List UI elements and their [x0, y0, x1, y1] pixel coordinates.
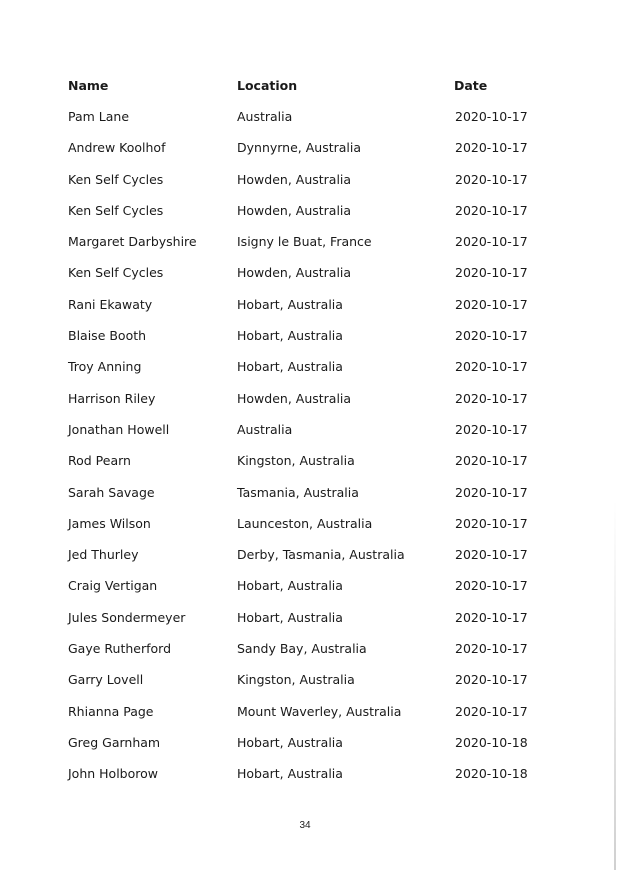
cell-date: 2020-10-17	[455, 641, 528, 657]
cell-location: Howden, Australia	[237, 265, 352, 281]
cell-location: Hobart, Australia	[237, 296, 343, 312]
table-row	[0, 202, 622, 233]
cell-name: Sarah Savage	[68, 484, 155, 500]
cell-date: 2020-10-17	[455, 265, 528, 281]
header-name: Name	[68, 78, 109, 93]
cell-date: 2020-10-17	[455, 672, 528, 688]
cell-location: Launceston, Australia	[237, 515, 373, 531]
cell-location: Tasmania, Australia	[237, 484, 359, 500]
cell-location: Howden, Australia	[237, 202, 352, 218]
cell-date: 2020-10-17	[455, 109, 528, 124]
cell-location: Australia	[237, 421, 293, 437]
cell-name: Rod Pearn	[68, 453, 131, 469]
cell-location: Derby, Tasmania, Australia	[237, 547, 405, 563]
cell-date: 2020-10-17	[455, 515, 528, 531]
cell-name: Craig Vertigan	[68, 578, 158, 594]
cell-location: Dynnyrne, Australia	[237, 140, 362, 156]
table-row	[0, 171, 622, 202]
cell-name: Margaret Darbyshire	[68, 234, 197, 250]
cell-name: Ken Self Cycles	[68, 265, 164, 281]
table-header	[0, 78, 622, 98]
cell-name: Harrison Riley	[68, 390, 156, 406]
cell-date: 2020-10-17	[455, 359, 528, 375]
cell-location: Kingston, Australia	[237, 672, 355, 688]
table-row	[0, 139, 622, 170]
cell-date: 2020-10-17	[455, 234, 528, 250]
cell-location: Hobart, Australia	[237, 766, 343, 782]
cell-name: Gaye Rutherford	[68, 641, 172, 657]
cell-date: 2020-10-17	[455, 390, 528, 406]
cell-date: 2020-10-17	[455, 547, 528, 563]
cell-location: Australia	[237, 109, 293, 124]
cell-date: 2020-10-17	[455, 171, 528, 187]
cell-name: Ken Self Cycles	[68, 171, 164, 187]
table-row	[0, 327, 622, 358]
header-location: Location	[237, 78, 298, 93]
table-row	[0, 515, 622, 546]
table-row	[0, 640, 622, 671]
header-date: Date	[454, 78, 488, 93]
cell-date: 2020-10-17	[455, 578, 528, 594]
cell-date: 2020-10-17	[455, 484, 528, 500]
cell-location: Hobart, Australia	[237, 609, 343, 625]
table-row	[0, 703, 622, 734]
table-row	[0, 577, 622, 608]
table-row	[0, 264, 622, 295]
cell-location: Isigny le Buat, France	[237, 234, 372, 250]
cell-name: Blaise Booth	[68, 328, 147, 344]
cell-name: Ken Self Cycles	[68, 202, 164, 218]
cell-location: Hobart, Australia	[237, 328, 343, 344]
cell-name: James Wilson	[68, 515, 151, 531]
cell-name: Jonathan Howell	[68, 421, 170, 437]
cell-location: Kingston, Australia	[237, 453, 355, 469]
table-row	[0, 671, 622, 702]
table-row	[0, 233, 622, 264]
cell-name: Rhianna Page	[68, 703, 154, 719]
cell-name: Troy Anning	[68, 359, 142, 375]
table-row	[0, 765, 622, 796]
cell-name: John Holborow	[68, 766, 158, 782]
cell-location: Hobart, Australia	[237, 734, 343, 750]
cell-location: Mount Waverley, Australia	[237, 703, 402, 719]
page-number: 34	[299, 820, 311, 831]
cell-name: Andrew Koolhof	[68, 140, 166, 156]
table-row	[0, 358, 622, 389]
cell-location: Howden, Australia	[237, 171, 352, 187]
cell-date: 2020-10-17	[455, 421, 528, 437]
cell-location: Sandy Bay, Australia	[237, 641, 367, 657]
cell-name: Jules Sondermeyer	[68, 609, 186, 625]
cell-date: 2020-10-18	[455, 734, 528, 750]
table-row	[0, 108, 622, 139]
cell-date: 2020-10-17	[455, 140, 528, 156]
cell-name: Pam Lane	[68, 109, 130, 124]
cell-location: Howden, Australia	[237, 390, 352, 406]
cell-location: Hobart, Australia	[237, 359, 343, 375]
cell-date: 2020-10-17	[455, 202, 528, 218]
table-row	[0, 296, 622, 327]
table-body	[0, 108, 622, 797]
cell-date: 2020-10-18	[455, 766, 528, 782]
cell-date: 2020-10-17	[455, 703, 528, 719]
table-row	[0, 734, 622, 765]
cell-name: Jed Thurley	[68, 547, 139, 563]
cell-name: Greg Garnham	[68, 734, 161, 750]
cell-date: 2020-10-17	[455, 609, 528, 625]
cell-date: 2020-10-17	[455, 453, 528, 469]
table-row	[0, 546, 622, 577]
cell-date: 2020-10-17	[455, 296, 528, 312]
table-row	[0, 421, 622, 452]
table-row	[0, 390, 622, 421]
cell-location: Hobart, Australia	[237, 578, 343, 594]
table-row	[0, 609, 622, 640]
cell-date: 2020-10-17	[455, 328, 528, 344]
table-row	[0, 452, 622, 483]
cell-name: Garry Lovell	[68, 672, 144, 688]
cell-name: Rani Ekawaty	[68, 296, 153, 312]
table-row	[0, 484, 622, 515]
